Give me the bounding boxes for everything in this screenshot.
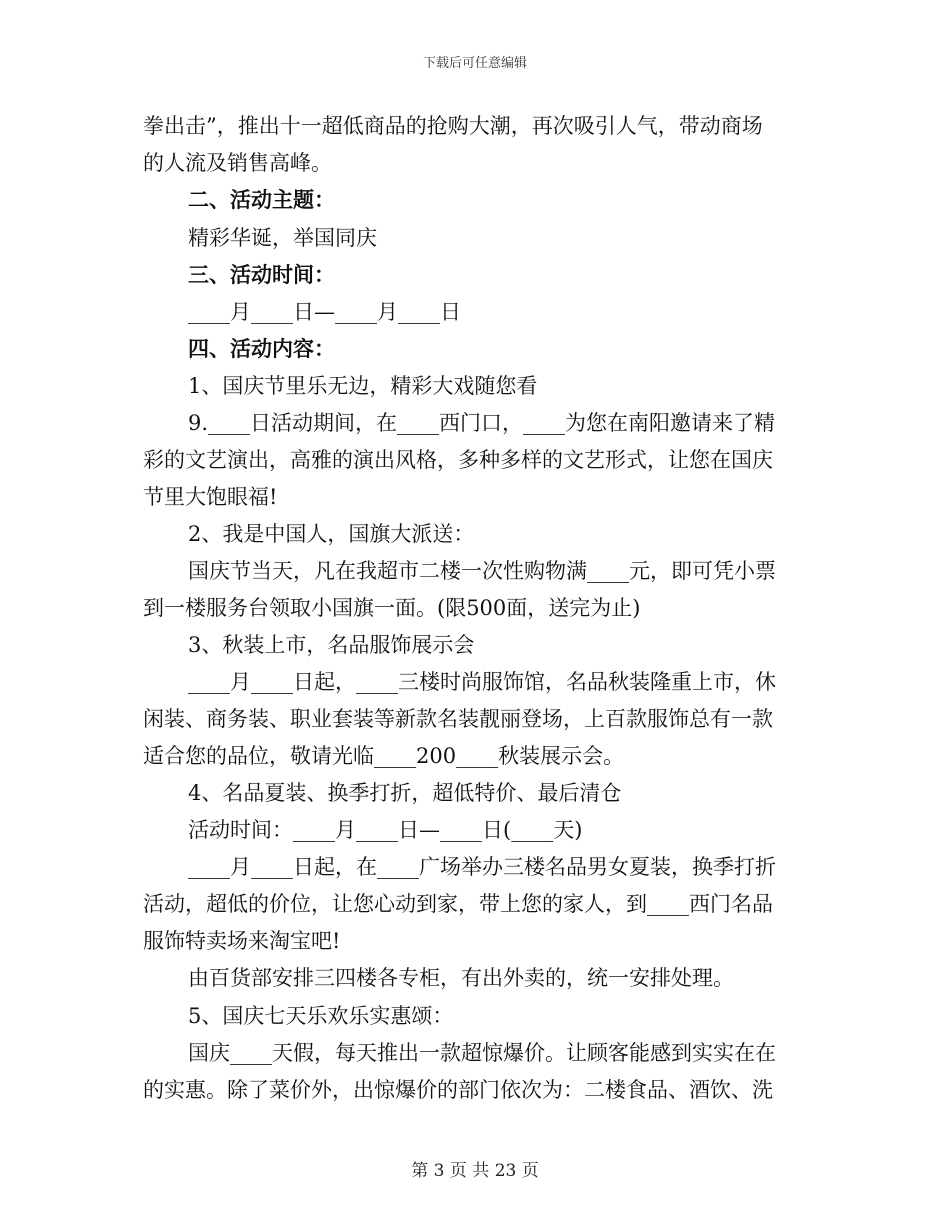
paragraph-line: 彩的文艺演出，高雅的演出风格，多种多样的文艺形式，让您在国庆: [143, 448, 773, 472]
paragraph-line: ____月____日起，在____广场举办三楼名品男女夏装，换季打折: [188, 855, 776, 879]
section-heading: 三、活动时间：: [188, 262, 335, 287]
paragraph-line: 适合您的品位，敬请光临____200____秋装展示会。: [143, 744, 625, 768]
subheading: 4、名品夏装、换季打折，超低特价、最后清仓: [188, 781, 622, 805]
paragraph-line: 的人流及销售高峰。: [143, 151, 332, 175]
paragraph-line: 精彩华诞，举国同庆: [188, 226, 377, 250]
paragraph-line: 到一楼服务台领取小国旗一面。(限500面，送完为止): [143, 596, 641, 620]
paragraph-line: 9.____日活动期间，在____西门口，____为您在南阳邀请来了精: [188, 411, 776, 435]
subheading: 5、国庆七天乐欢乐实惠颂：: [188, 1004, 454, 1028]
paragraph-line: 国庆____天假，每天推出一款超惊爆价。让顾客能感到实实在在: [188, 1041, 776, 1065]
page-footer: 第 3 页 共 23 页: [411, 1161, 539, 1181]
section-heading: 四、活动内容：: [188, 336, 335, 361]
paragraph-line: 活动，超低的价位，让您心动到家，带上您的家人，到____西门名品: [143, 892, 773, 916]
paragraph-line: 服饰特卖场来淘宝吧!: [143, 929, 341, 953]
section-heading: 二、活动主题：: [188, 187, 335, 212]
paragraph-line: 由百货部安排三四楼各专柜，有出外卖的，统一安排处理。: [188, 966, 734, 990]
subheading: 1、国庆节里乐无边，精彩大戏随您看: [188, 374, 538, 398]
paragraph-line: ____月____日起，____三楼时尚服饰馆，名品秋装隆重上市，休: [188, 670, 776, 694]
subheading: 3、秋装上市，名品服饰展示会: [188, 633, 475, 657]
paragraph-line: 节里大饱眼福!: [143, 485, 278, 509]
paragraph-line: ____月____日—____月____日: [188, 300, 461, 324]
paragraph-line: 的实惠。除了菜价外，出惊爆价的部门依次为：二楼食品、酒饮、洗: [143, 1078, 773, 1102]
subheading: 2、我是中国人，国旗大派送：: [188, 522, 475, 546]
paragraph-line: 闲装、商务装、职业套装等新款名装靓丽登场，上百款服饰总有一款: [143, 707, 773, 731]
paragraph-line: 拳出击”，推出十一超低商品的抢购大潮，再次吸引人气，带动商场: [143, 114, 763, 138]
page-header: 下载后可任意编辑: [422, 56, 527, 71]
paragraph-line: 国庆节当天，凡在我超市二楼一次性购物满____元，即可凭小票: [188, 559, 776, 583]
paragraph-line: 活动时间：____月____日—____日(____天): [188, 818, 583, 842]
